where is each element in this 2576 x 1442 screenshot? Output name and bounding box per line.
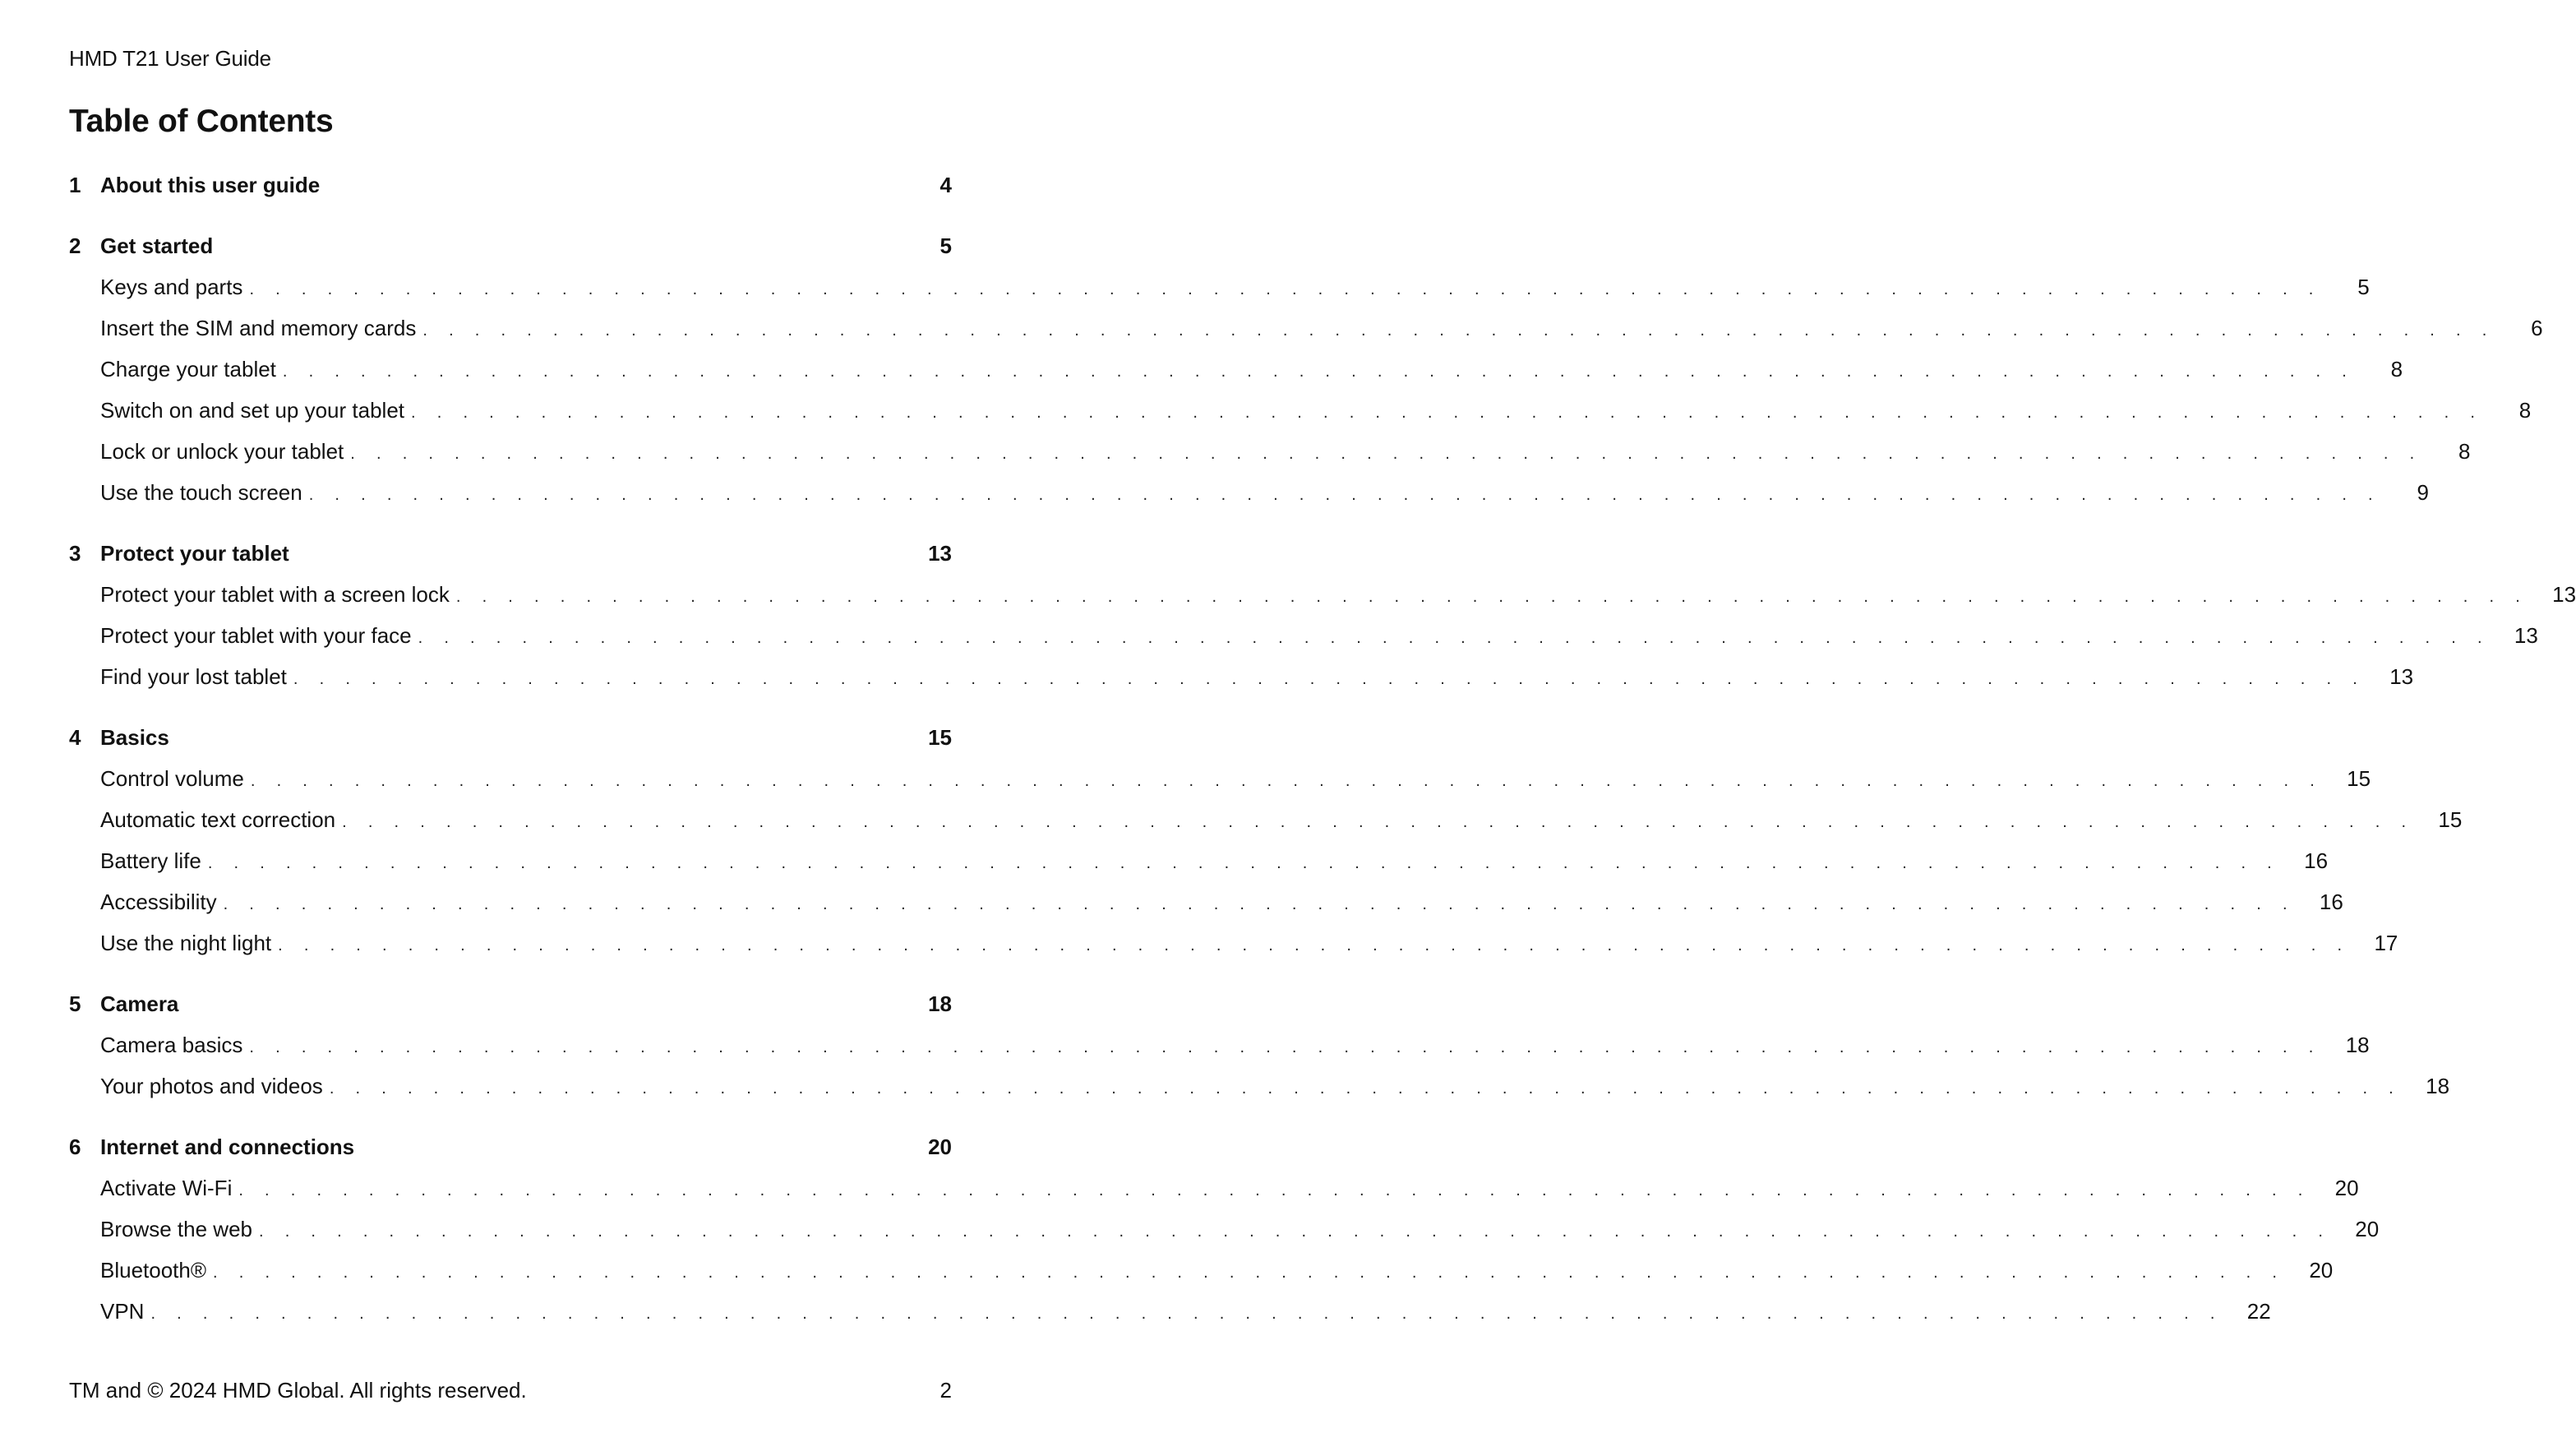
toc-entry[interactable] bbox=[69, 623, 2538, 664]
toc-section bbox=[69, 1135, 2380, 1340]
entry-page-number: 6 bbox=[2531, 316, 2543, 340]
section-title: Basics bbox=[100, 725, 169, 750]
entry-page-number: 8 bbox=[2458, 439, 2471, 464]
toc-entry[interactable] bbox=[69, 275, 2370, 316]
entry-page-number: 15 bbox=[2438, 807, 2463, 832]
section-number: 2 bbox=[69, 233, 81, 258]
dot-leader: . . . . . . . . . . . . . . . . . . . . . . . . . . . . . . . . . . . . . . . . . . . . . . . . . . . . . . . . . . . . . . . . . . . . . . . . . . . . . . . . bbox=[282, 363, 2356, 381]
entry-page-number: 18 bbox=[2426, 1074, 2450, 1098]
dot-leader: . . . . . . . . . . . . . . . . . . . . . . . . . . . . . . . . . . . . . . . . . . . . . . . . . . . . . . . . . . . . . . . . . . . . . . . . . . . . . . . . bbox=[418, 629, 2491, 647]
dot-leader: . . . . . . . . . . . . . . . . . . . . . . . . . . . . . . . . . . . . . . . . . . . . . . . . . . . . . . . . . . . . . . . . . . . . . . . . . . . . . . . . bbox=[207, 854, 2281, 872]
toc-section-heading[interactable] bbox=[69, 233, 952, 275]
dot-leader: . . . . . . . . . . . . . . . . . . . . . . . . . . . . . . . . . . . . . . . . . . . . . . . . . . . . . . . . . . . . . . . . . . . . . . . . . . . . . . . . bbox=[238, 1181, 2311, 1199]
toc-entry[interactable] bbox=[69, 1033, 2370, 1074]
dot-leader: . . . . . . . . . . . . . . . . . . . . . . . . . . . . . . . . . . . . . . . . . . . . . . . . . . . . . . . . . . . . . . . . . . . . . . . . . . . . . . . . bbox=[249, 1038, 2322, 1056]
document-header: HMD T21 User Guide bbox=[69, 46, 271, 71]
section-page-number: 18 bbox=[928, 991, 952, 1016]
toc-section-heading[interactable] bbox=[69, 541, 952, 582]
entry-page-number: 15 bbox=[2347, 766, 2371, 791]
table-of-contents bbox=[69, 173, 2576, 1360]
section-title: Camera bbox=[100, 991, 179, 1016]
entry-page-number: 13 bbox=[2514, 623, 2538, 648]
entry-title: Bluetooth® bbox=[100, 1258, 207, 1283]
entry-page-number: 18 bbox=[2345, 1033, 2370, 1057]
section-number: 3 bbox=[69, 541, 81, 566]
section-title: Internet and connections bbox=[100, 1135, 355, 1159]
toc-section bbox=[69, 991, 2450, 1115]
section-page-number: 13 bbox=[928, 541, 952, 566]
dot-leader: . . . . . . . . . . . . . . . . . . . . . . . . . . . . . . . . . . . . . . . . . . . . . . . . . . . . . . . . . . . . . . . . . . . . . . . . . . . . . . . . bbox=[213, 1264, 2286, 1282]
dot-leader: . . . . . . . . . . . . . . . . . . . . . . . . . . . . . . . . . . . . . . . . . . . . . . . . . . . . . . . . . . . . . . . . . . . . . . . . . . . . . . . . bbox=[422, 321, 2495, 340]
section-number: 6 bbox=[69, 1135, 81, 1159]
entry-page-number: 5 bbox=[2357, 275, 2370, 299]
toc-section-heading[interactable] bbox=[69, 1135, 952, 1176]
dot-leader: . . . . . . . . . . . . . . . . . . . . . . . . . . . . . . . . . . . . . . . . . . . . . . . . . . . . . . . . . . . . . . . . . . . . . . . . . . . . . . . . bbox=[258, 1222, 2332, 1241]
entry-page-number: 8 bbox=[2390, 357, 2403, 381]
copyright-notice: TM and © 2024 HMD Global. All rights reserved. bbox=[69, 1378, 527, 1403]
section-number: 5 bbox=[69, 991, 81, 1016]
entry-page-number: 22 bbox=[2246, 1299, 2271, 1324]
section-title: Protect your tablet bbox=[100, 541, 289, 566]
dot-leader: . . . . . . . . . . . . . . . . . . . . . . . . . . . . . . . . . . . . . . . . . . . . . . . . . . . . . . . . . . . . . . . . . . . . . . . . . . . . . . . . bbox=[250, 772, 2324, 790]
section-page-number: 5 bbox=[939, 233, 952, 258]
section-number: 4 bbox=[69, 725, 81, 750]
section-page-number: 4 bbox=[939, 173, 952, 197]
entry-title: Charge your tablet bbox=[100, 357, 276, 381]
dot-leader: . . . . . . . . . . . . . . . . . . . . . . . . . . . . . . . . . . . . . . . . . . . . . . . . . . . . . . . . . . . . . . . . . . . . . . . . . . . . . . . . bbox=[455, 588, 2529, 606]
toc-section-heading[interactable] bbox=[69, 991, 952, 1033]
entry-title: Automatic text correction bbox=[100, 807, 336, 832]
entry-title: Battery life bbox=[100, 848, 201, 873]
section-title: Get started bbox=[100, 233, 214, 258]
entry-title: Protect your tablet with a screen lock bbox=[100, 582, 450, 607]
toc-entry[interactable] bbox=[69, 582, 2576, 623]
toc-section-heading[interactable] bbox=[69, 173, 952, 214]
toc-entry[interactable] bbox=[69, 1074, 2450, 1115]
dot-leader: . . . . . . . . . . . . . . . . . . . . . . . . . . . . . . . . . . . . . . . . . . . . . . . . . . . . . . . . . . . . . . . . . . . . . . . . . . . . . . . . bbox=[329, 1079, 2403, 1098]
toc-entry[interactable] bbox=[69, 807, 2463, 848]
toc-entry[interactable] bbox=[69, 398, 2532, 439]
toc-section bbox=[69, 173, 952, 214]
entry-title: Browse the web bbox=[100, 1217, 252, 1241]
toc-entry[interactable] bbox=[69, 890, 2343, 931]
toc-entry[interactable] bbox=[69, 1176, 2359, 1217]
section-page-number: 20 bbox=[928, 1135, 952, 1159]
entry-title: Use the touch screen bbox=[100, 480, 302, 505]
entry-title: Insert the SIM and memory cards bbox=[100, 316, 417, 340]
entry-title: Use the night light bbox=[100, 931, 272, 955]
dot-leader: . . . . . . . . . . . . . . . . . . . . . . . . . . . . . . . . . . . . . . . . . . . . . . . . . . . . . . . . . . . . . . . . . . . . . . . . . . . . . . . . bbox=[308, 486, 2381, 504]
entry-title: Switch on and set up your tablet bbox=[100, 398, 405, 423]
section-title: About this user guide bbox=[100, 173, 321, 197]
dot-leader: . . . . . . . . . . . . . . . . . . . . . . . . . . . . . . . . . . . . . . . . . . . . . . . . . . . . . . . . . . . . . . . . . . . . . . . . . . . . . . . . bbox=[223, 895, 2296, 913]
entry-title: Protect your tablet with your face bbox=[100, 623, 412, 648]
toc-entry[interactable] bbox=[69, 439, 2471, 480]
toc-entry[interactable] bbox=[69, 664, 2414, 705]
entry-title: Lock or unlock your tablet bbox=[100, 439, 344, 464]
dot-leader: . . . . . . . . . . . . . . . . . . . . . . . . . . . . . . . . . . . . . . . . . . . . . . . . . . . . . . . . . . . . . . . . . . . . . . . . . . . . . . . . bbox=[249, 280, 2322, 298]
page-title: Table of Contents bbox=[69, 104, 334, 139]
toc-entry[interactable] bbox=[69, 1217, 2380, 1258]
section-number: 1 bbox=[69, 173, 81, 197]
entry-page-number: 8 bbox=[2518, 398, 2532, 423]
toc-section-heading[interactable] bbox=[69, 725, 952, 766]
toc-entry[interactable] bbox=[69, 316, 2543, 357]
entry-title: Keys and parts bbox=[100, 275, 243, 299]
toc-entry[interactable] bbox=[69, 766, 2371, 807]
toc-entry[interactable] bbox=[69, 848, 2329, 890]
toc-entry[interactable] bbox=[69, 931, 2398, 972]
dot-leader: . . . . . . . . . . . . . . . . . . . . . . . . . . . . . . . . . . . . . . . . . . . . . . . . . . . . . . . . . . . . . . . . . . . . . . . . . . . . . . . . bbox=[293, 670, 2366, 688]
entry-title: Find your lost tablet bbox=[100, 664, 287, 689]
entry-page-number: 13 bbox=[2552, 582, 2576, 607]
entry-title: Control volume bbox=[100, 766, 244, 791]
entry-title: Camera basics bbox=[100, 1033, 243, 1057]
entry-page-number: 20 bbox=[2355, 1217, 2380, 1241]
entry-page-number: 17 bbox=[2374, 931, 2398, 955]
toc-entry[interactable] bbox=[69, 357, 2403, 398]
entry-title: Accessibility bbox=[100, 890, 217, 914]
entry-page-number: 20 bbox=[2334, 1176, 2359, 1200]
page-number: 2 bbox=[939, 1378, 952, 1403]
toc-entry[interactable] bbox=[69, 1299, 2271, 1340]
toc-section bbox=[69, 233, 2543, 521]
dot-leader: . . . . . . . . . . . . . . . . . . . . . . . . . . . . . . . . . . . . . . . . . . . . . . . . . . . . . . . . . . . . . . . . . . . . . . . . . . . . . . . . bbox=[342, 813, 2415, 831]
dot-leader: . . . . . . . . . . . . . . . . . . . . . . . . . . . . . . . . . . . . . . . . . . . . . . . . . . . . . . . . . . . . . . . . . . . . . . . . . . . . . . . . bbox=[150, 1305, 2223, 1323]
entry-title: VPN bbox=[100, 1299, 145, 1324]
toc-section bbox=[69, 725, 2463, 972]
entry-page-number: 20 bbox=[2309, 1258, 2334, 1283]
entry-page-number: 16 bbox=[2304, 848, 2329, 873]
page-footer bbox=[69, 1378, 952, 1403]
toc-section bbox=[69, 541, 2576, 705]
toc-entry[interactable] bbox=[69, 1258, 2334, 1299]
entry-title: Your photos and videos bbox=[100, 1074, 323, 1098]
toc-entry[interactable] bbox=[69, 480, 2429, 521]
entry-page-number: 16 bbox=[2319, 890, 2343, 914]
entry-page-number: 13 bbox=[2389, 664, 2414, 689]
entry-page-number: 9 bbox=[2417, 480, 2429, 505]
dot-leader: . . . . . . . . . . . . . . . . . . . . . . . . . . . . . . . . . . . . . . . . . . . . . . . . . . . . . . . . . . . . . . . . . . . . . . . . . . . . . . . . bbox=[411, 404, 2484, 422]
dot-leader: . . . . . . . . . . . . . . . . . . . . . . . . . . . . . . . . . . . . . . . . . . . . . . . . . . . . . . . . . . . . . . . . . . . . . . . . . . . . . . . . bbox=[350, 445, 2423, 463]
entry-title: Activate Wi-Fi bbox=[100, 1176, 233, 1200]
section-page-number: 15 bbox=[928, 725, 952, 750]
dot-leader: . . . . . . . . . . . . . . . . . . . . . . . . . . . . . . . . . . . . . . . . . . . . . . . . . . . . . . . . . . . . . . . . . . . . . . . . . . . . . . . . bbox=[278, 936, 2351, 954]
